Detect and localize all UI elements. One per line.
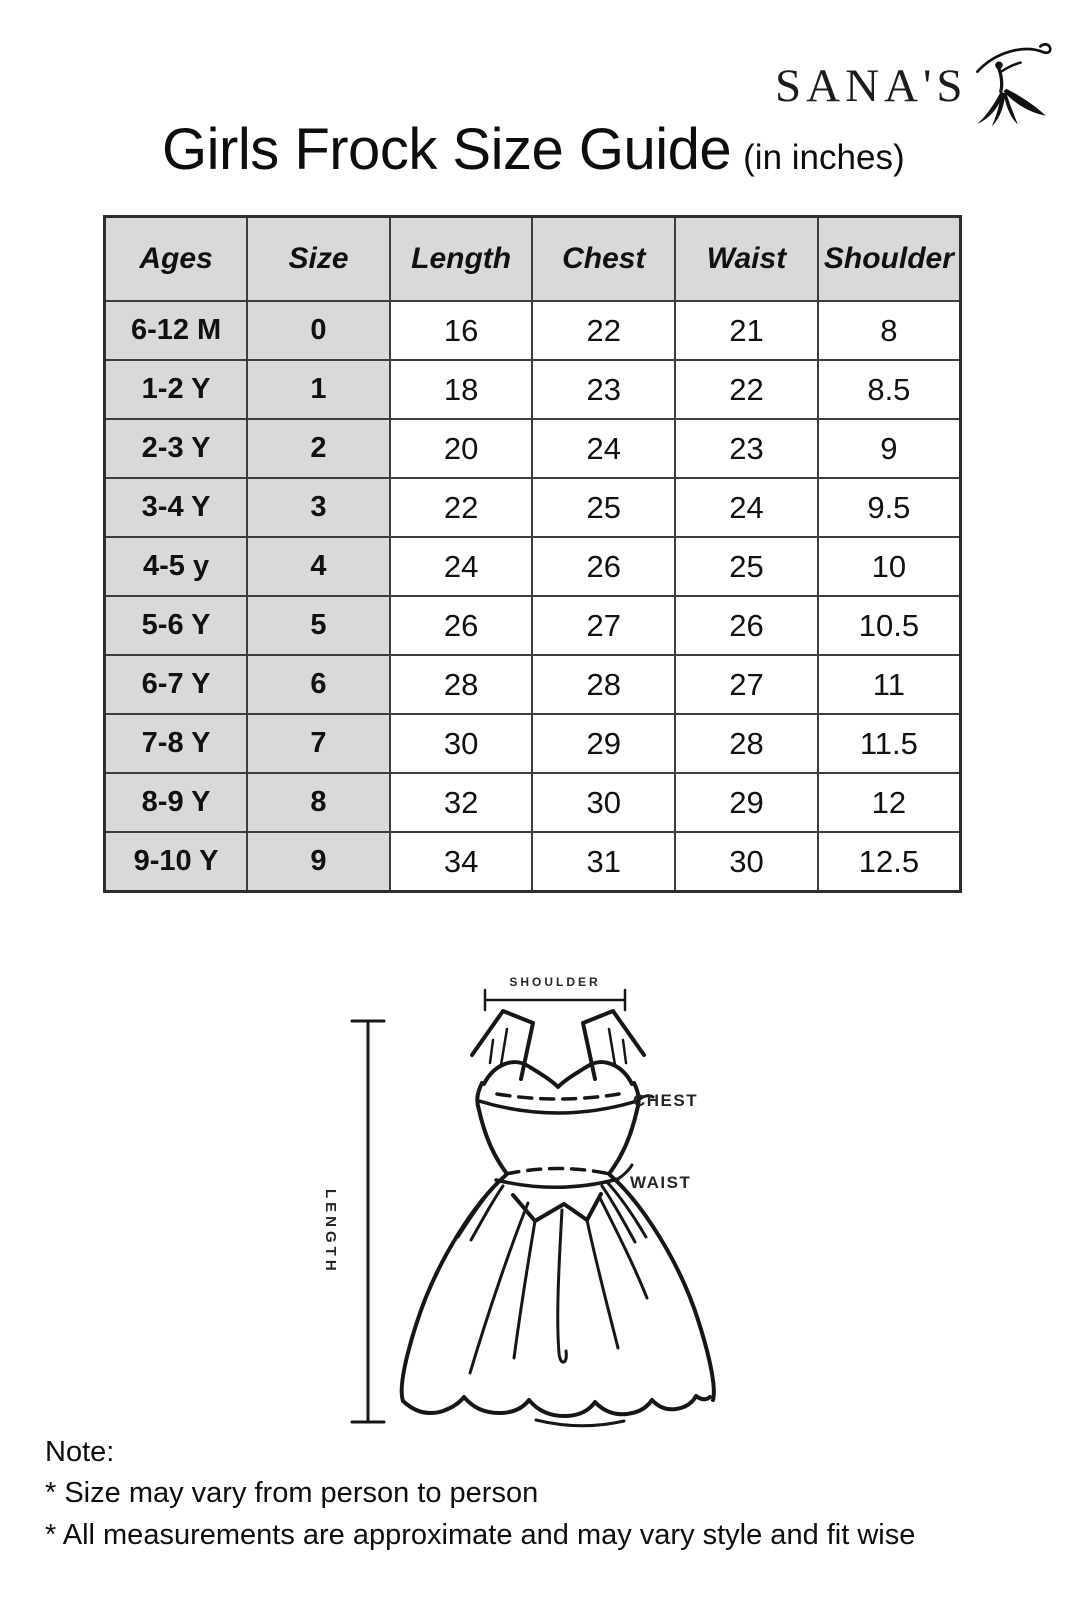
column-header: Waist [675, 217, 818, 302]
value-cell: 22 [390, 478, 533, 537]
value-cell: 16 [390, 301, 533, 360]
neckline [484, 1062, 632, 1087]
key-cell: 1-2 Y [105, 360, 248, 419]
table-row [105, 596, 961, 655]
size-table [103, 215, 962, 893]
value-cell: 22 [532, 301, 675, 360]
table-row [105, 478, 961, 537]
value-cell: 29 [532, 714, 675, 773]
value-cell: 9 [818, 419, 961, 478]
table-row [105, 773, 961, 832]
length-dimension-line [352, 1021, 384, 1422]
strap-left [472, 1011, 533, 1079]
table-row [105, 832, 961, 892]
skirt-hem [403, 1396, 710, 1416]
key-cell: 5-6 Y [105, 596, 248, 655]
value-cell: 11 [818, 655, 961, 714]
key-cell: 9 [247, 832, 390, 892]
value-cell: 32 [390, 773, 533, 832]
value-cell: 26 [675, 596, 818, 655]
key-cell: 8 [247, 773, 390, 832]
value-cell: 28 [675, 714, 818, 773]
value-cell: 24 [532, 419, 675, 478]
value-cell: 21 [675, 301, 818, 360]
key-cell: 4 [247, 537, 390, 596]
column-header: Length [390, 217, 533, 302]
shoulder-label: SHOULDER [509, 975, 601, 989]
value-cell: 27 [532, 596, 675, 655]
notes-heading: Note: [45, 1436, 115, 1468]
value-cell: 22 [675, 360, 818, 419]
value-cell: 12.5 [818, 832, 961, 892]
value-cell: 18 [390, 360, 533, 419]
value-cell: 28 [532, 655, 675, 714]
value-cell: 34 [390, 832, 533, 892]
key-cell: 7-8 Y [105, 714, 248, 773]
size-table-body [105, 301, 961, 892]
page-title-main: Girls Frock Size Guide [162, 117, 732, 182]
key-cell: 1 [247, 360, 390, 419]
value-cell: 23 [675, 419, 818, 478]
key-cell: 3-4 Y [105, 478, 248, 537]
key-cell: 9-10 Y [105, 832, 248, 892]
key-cell: 2 [247, 419, 390, 478]
value-cell: 26 [532, 537, 675, 596]
strap-right [583, 1011, 644, 1079]
notes-section [45, 1436, 1045, 1561]
value-cell: 9.5 [818, 478, 961, 537]
value-cell: 27 [675, 655, 818, 714]
waist-line-dashed [506, 1169, 610, 1175]
value-cell: 12 [818, 773, 961, 832]
column-header: Shoulder [818, 217, 961, 302]
value-cell: 25 [532, 478, 675, 537]
value-cell: 8.5 [818, 360, 961, 419]
value-cell: 11.5 [818, 714, 961, 773]
value-cell: 29 [675, 773, 818, 832]
chest-label: CHEST [633, 1091, 699, 1110]
value-cell: 20 [390, 419, 533, 478]
note-item: * Size may vary from person to person [45, 1477, 539, 1509]
table-row [105, 655, 961, 714]
key-cell: 0 [247, 301, 390, 360]
shoulder-dimension-line [485, 990, 625, 1010]
chest-line-dashed [497, 1094, 619, 1099]
key-cell: 4-5 y [105, 537, 248, 596]
value-cell: 25 [675, 537, 818, 596]
table-row [105, 419, 961, 478]
key-cell: 5 [247, 596, 390, 655]
brand-name: SANA'S [775, 59, 968, 112]
table-row [105, 714, 961, 773]
measurement-diagram [300, 933, 740, 1443]
value-cell: 8 [818, 301, 961, 360]
value-cell: 24 [390, 537, 533, 596]
value-cell: 10.5 [818, 596, 961, 655]
chest-line [479, 1101, 637, 1113]
dancer-logo-icon [972, 40, 1062, 132]
table-row [105, 360, 961, 419]
table-row [105, 301, 961, 360]
key-cell: 7 [247, 714, 390, 773]
value-cell: 23 [532, 360, 675, 419]
page-title-unit: (in inches) [743, 138, 905, 177]
value-cell: 26 [390, 596, 533, 655]
waist-line [496, 1179, 618, 1187]
value-cell: 28 [390, 655, 533, 714]
value-cell: 31 [532, 832, 675, 892]
length-label: LENGTH [322, 1189, 339, 1275]
waist-label: WAIST [630, 1173, 692, 1192]
key-cell: 6-7 Y [105, 655, 248, 714]
note-item: * All measurements are approximate and may vary style and fit wise [45, 1519, 916, 1551]
column-header: Size [247, 217, 390, 302]
key-cell: 6-12 M [105, 301, 248, 360]
skirt-right-edge [610, 1175, 714, 1400]
column-header: Ages [105, 217, 248, 302]
value-cell: 30 [390, 714, 533, 773]
page-title [162, 116, 905, 183]
value-cell: 30 [532, 773, 675, 832]
value-cell: 30 [675, 832, 818, 892]
size-table-header [105, 217, 961, 302]
key-cell: 6 [247, 655, 390, 714]
column-header: Chest [532, 217, 675, 302]
table-row [105, 537, 961, 596]
value-cell: 10 [818, 537, 961, 596]
key-cell: 3 [247, 478, 390, 537]
skirt-folds [470, 1198, 647, 1373]
key-cell: 8-9 Y [105, 773, 248, 832]
value-cell: 24 [675, 478, 818, 537]
key-cell: 2-3 Y [105, 419, 248, 478]
